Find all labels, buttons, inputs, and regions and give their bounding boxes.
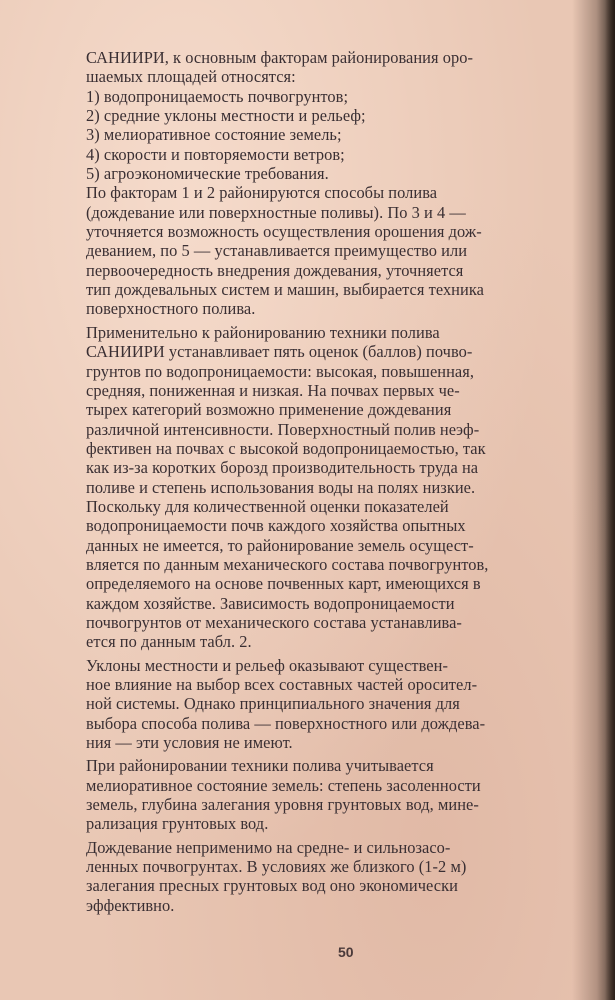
text-line: водопроницаемости почв каждого хозяйства опытных xyxy=(86,516,466,536)
body-text xyxy=(86,48,611,915)
list-item: 2) средние уклоны местности и рельеф; xyxy=(86,106,366,126)
text-line: рализация грунтовых вод. xyxy=(86,814,269,834)
text-line: тип дождевальных систем и машин, выбирается техника xyxy=(86,280,484,300)
text-line: вляется по данным механического состава почвогрунтов, xyxy=(86,554,489,574)
list-item: 1) водопроницаемость почвогрунтов; xyxy=(86,86,349,106)
text-line: ное влияние на выбор всех составных частей оросител- xyxy=(86,675,478,694)
list-item: 3) мелиоративное состояние земель; xyxy=(86,125,342,145)
text-line: грунтов по водопроницаемости: высокая, повышенная, xyxy=(86,361,474,381)
text-line: как из-за коротких борозд производительность труда на xyxy=(86,458,479,478)
list-item: 4) скорости и повторяемости ветров; xyxy=(86,144,345,164)
text-line: шаемых площадей относятся: xyxy=(86,67,296,87)
text-line: САНИИРИ, к основным факторам районирования оро- xyxy=(86,48,473,67)
text-line: первоочередность внедрения дождевания, уточняется xyxy=(86,260,464,280)
text-line: эффективно. xyxy=(86,895,175,915)
text-line: (дождевание или поверхностные поливы). По 3 и 4 — xyxy=(86,202,466,222)
text-line: определяемого на основе почвенных карт, имеющихся в xyxy=(86,574,481,594)
text-line: Поскольку для количественной оценки показателей xyxy=(86,496,449,516)
text-line: поверхностного полива. xyxy=(86,299,256,319)
text-line: ется по данным табл. 2. xyxy=(86,632,252,652)
text-line: каждом хозяйстве. Зависимость водопроницаемости xyxy=(86,593,455,613)
page-number: 50 xyxy=(338,944,354,960)
text-line: выбора способа полива — поверхностного или дождева- xyxy=(86,713,486,733)
text-line: залегания пресных грунтовых вод оно экономически xyxy=(86,876,458,896)
text-line: Применительно к районированию техники полива xyxy=(86,322,440,342)
text-line: мелиоративное состояние земель: степень засоленности xyxy=(86,775,481,795)
text-line: При районировании техники полива учитывается xyxy=(86,756,434,776)
text-line: деванием, по 5 — устанавливается преимущество или xyxy=(86,241,468,261)
binding-edge-shadow xyxy=(605,0,615,1000)
text-line: земель, глубина залегания уровня грунтовых вод, мине- xyxy=(86,795,479,815)
text-line: уточняется возможность осуществления орошения дож- xyxy=(86,222,482,242)
text-line: данных не имеется, то районирование земель осущест- xyxy=(86,535,474,555)
list-item: 5) агроэкономические требования. xyxy=(86,164,329,184)
text-line: почвогрунтов от механического состава устанавлива- xyxy=(86,612,462,632)
text-line: Дождевание неприменимо на средне- и сильнозасо- xyxy=(86,837,451,857)
text-line: Уклоны местности и рельеф оказывают существен- xyxy=(86,655,448,675)
text-line: ленных почвогрунтах. В условиях же близкого (1-2 м) xyxy=(86,857,467,877)
text-line: тырех категорий возможно применение дождевания xyxy=(86,400,452,420)
text-line: поливе и степень использования воды на полях низкие. xyxy=(86,477,476,497)
text-line: По факторам 1 и 2 районируются способы полива xyxy=(86,183,438,203)
text-line: САНИИРИ устанавливает пять оценок (баллов) почво- xyxy=(86,342,473,362)
text-line: фективен на почвах с высокой водопроницаемостью, так xyxy=(86,438,486,458)
text-line: ния — эти условия не имеют. xyxy=(86,733,293,753)
text-line: средняя, пониженная и низкая. На почвах первых че- xyxy=(86,380,460,400)
text-line: ной системы. Однако принципиального значения для xyxy=(86,694,460,714)
text-line: различной интенсивности. Поверхностный полив неэф- xyxy=(86,419,480,439)
